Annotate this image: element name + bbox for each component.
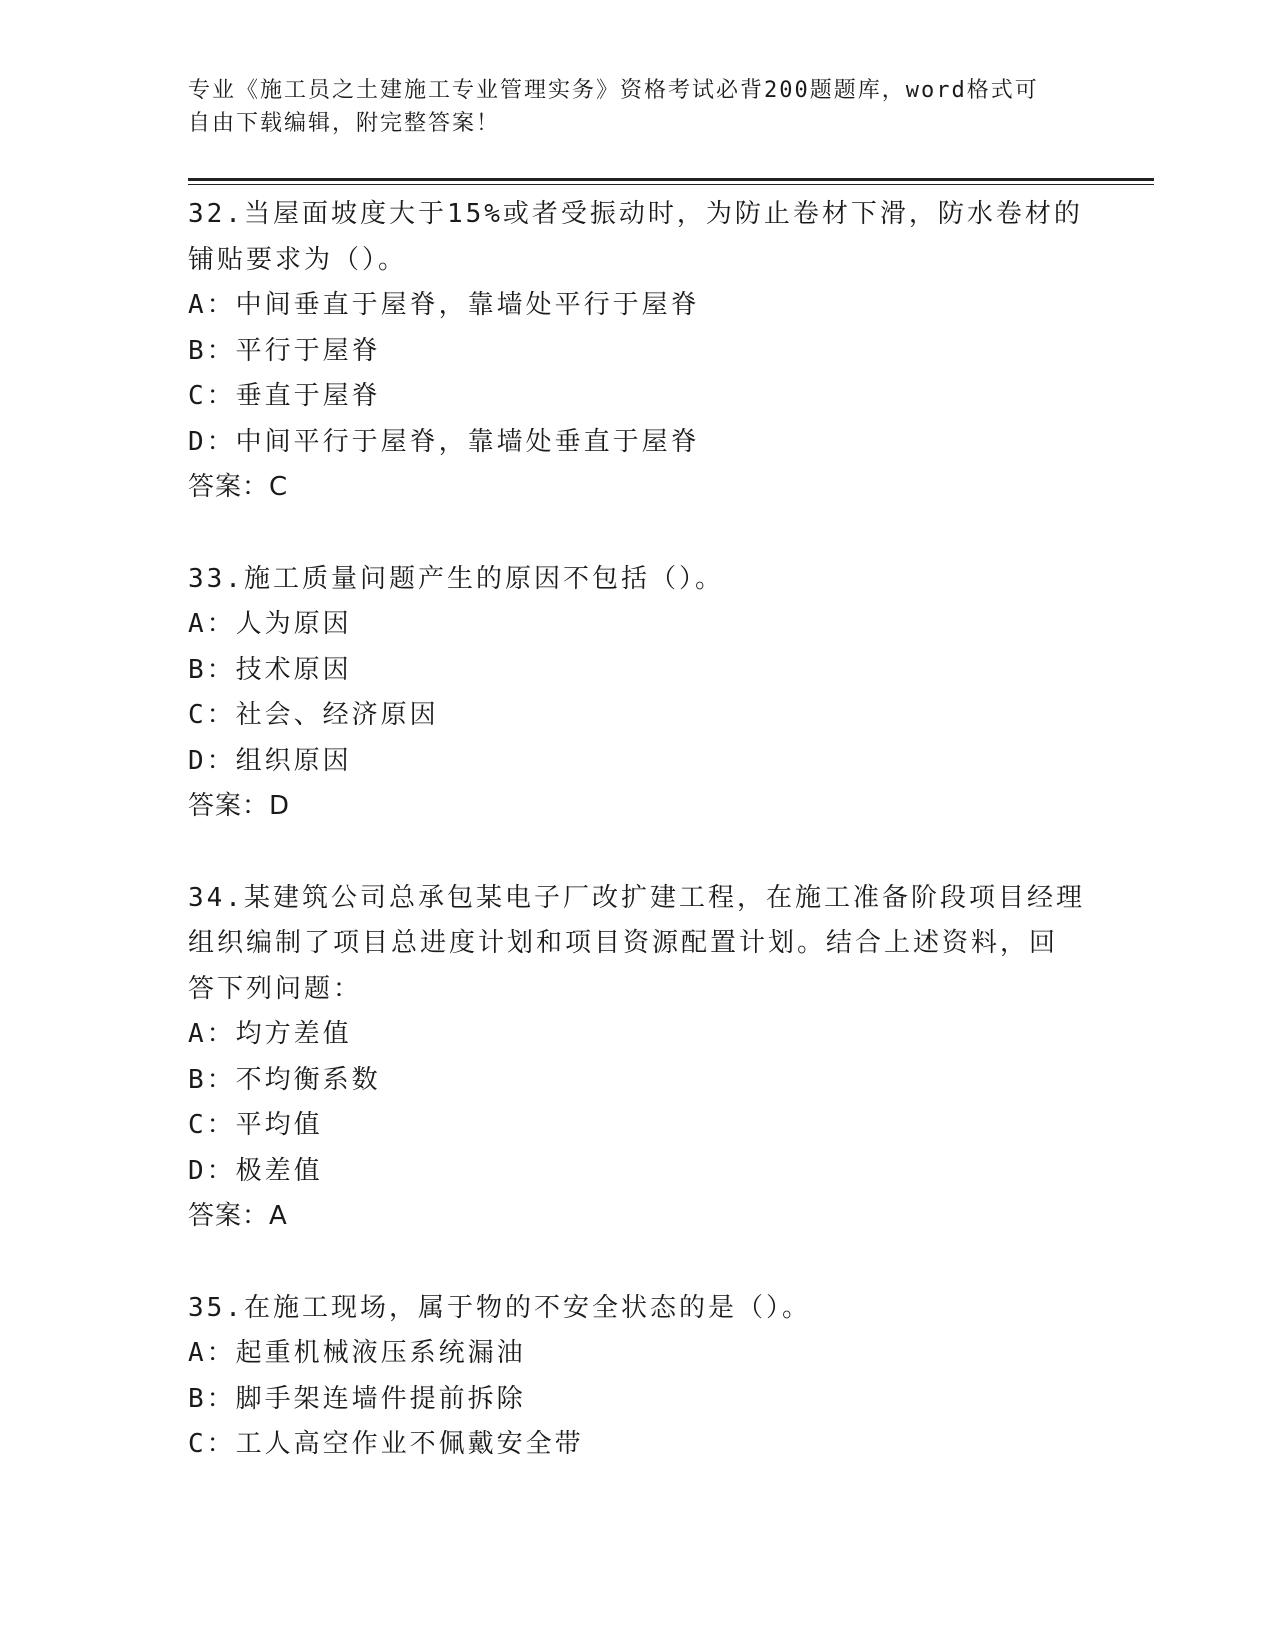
question-stem: 32.当屋面坡度大于15%或者受振动时，为防止卷材下滑，防水卷材的 — [188, 199, 1083, 229]
option-b: B：技术原因 — [188, 654, 352, 685]
question-stem: 35.在施工现场，属于物的不安全状态的是（）。 — [188, 1292, 811, 1323]
question-35 — [188, 1286, 1088, 1468]
option-d: D：极差值 — [188, 1155, 323, 1186]
header-line-2: 自由下载编辑，附完整答案！ — [188, 111, 501, 136]
question-list — [188, 192, 1088, 1514]
answer: 答案：C — [188, 472, 289, 502]
option-d: D：中间平行于屋脊，靠墙处垂直于屋脊 — [188, 426, 700, 457]
question-stem: 铺贴要求为（）。 — [188, 244, 408, 275]
option-c: C：工人高空作业不佩戴安全带 — [188, 1429, 584, 1459]
option-b: B：脚手架连墙件提前拆除 — [188, 1383, 526, 1414]
question-stem: 组织编制了项目总进度计划和项目资源配置计划。结合上述资料，回 — [188, 928, 1059, 958]
option-c: C：垂直于屋脊 — [188, 381, 381, 411]
option-a: A：均方差值 — [188, 1019, 352, 1049]
question-stem: 34.某建筑公司总承包某电子厂改扩建工程，在施工准备阶段项目经理 — [188, 882, 1085, 913]
option-d: D：组织原因 — [188, 745, 352, 776]
option-a: A：人为原因 — [188, 609, 352, 639]
option-c: C：社会、经济原因 — [188, 700, 439, 730]
option-c: C：平均值 — [188, 1110, 323, 1140]
answer: 答案：D — [188, 791, 291, 821]
header-rule-thick — [188, 178, 1154, 181]
option-b: B：不均衡系数 — [188, 1064, 381, 1095]
header-rule-thin — [188, 184, 1154, 185]
answer: 答案：A — [188, 1201, 288, 1231]
question-stem: 答下列问题： — [188, 973, 363, 1004]
option-a: A：起重机械液压系统漏油 — [188, 1338, 526, 1368]
option-b: B：平行于屋脊 — [188, 335, 381, 366]
question-32 — [188, 192, 1088, 511]
question-33 — [188, 557, 1088, 830]
question-stem: 33.施工质量问题产生的原因不包括（）。 — [188, 563, 724, 594]
option-a: A：中间垂直于屋脊，靠墙处平行于屋脊 — [188, 290, 700, 320]
question-34 — [188, 876, 1088, 1240]
header-line-1: 专业《施工员之土建施工专业管理实务》资格考试必背200题题库，word格式可 — [188, 78, 1039, 103]
document-header — [188, 74, 1068, 140]
